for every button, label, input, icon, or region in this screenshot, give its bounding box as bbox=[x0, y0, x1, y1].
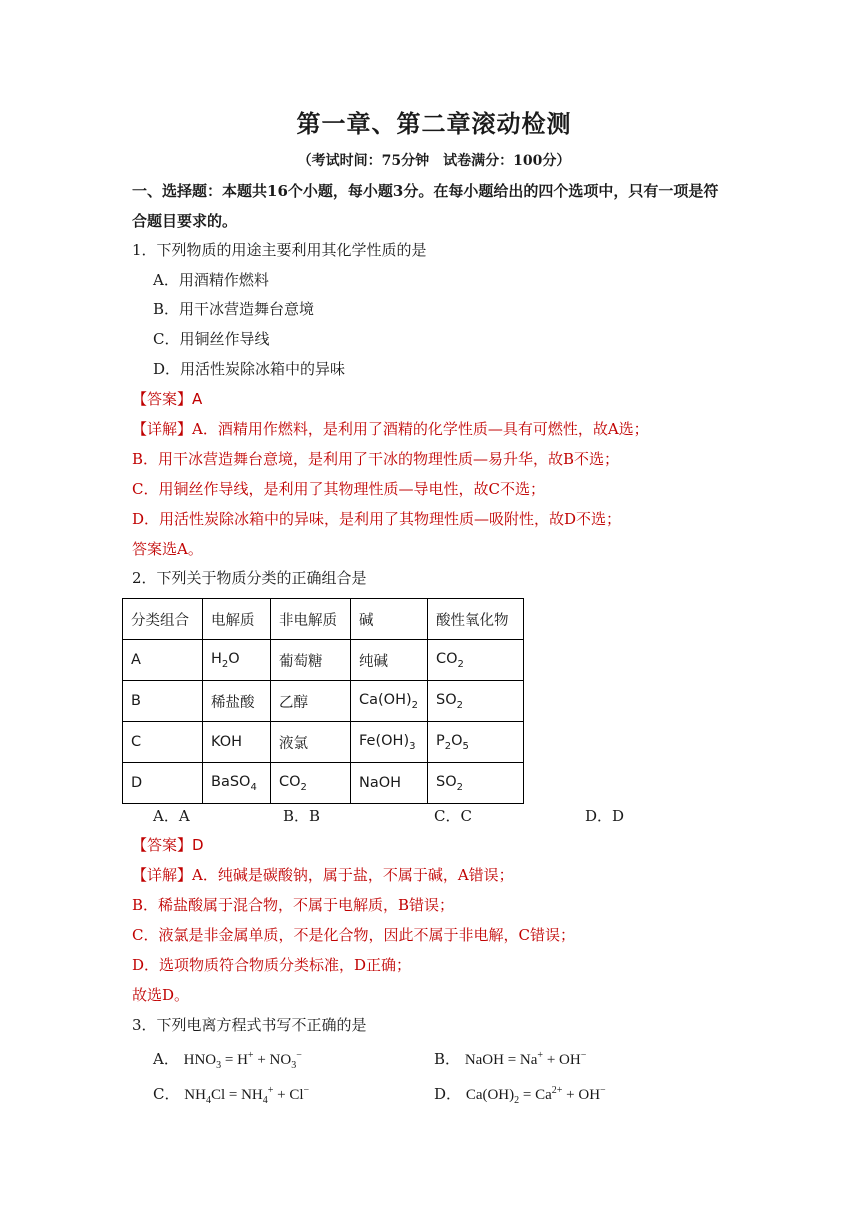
section-heading-line2: 合题目要求的。 bbox=[132, 212, 238, 230]
q1-option-b: B．用干冰营造舞台意境 bbox=[153, 300, 315, 318]
table-cell: D bbox=[123, 763, 203, 804]
q1-detail-line1 bbox=[132, 419, 649, 439]
table-cell: $SO_2$ bbox=[428, 763, 524, 804]
q1-option-d: D．用活性炭除冰箱中的异味 bbox=[153, 360, 346, 378]
table-cell: B bbox=[123, 681, 203, 722]
section-heading-line1: 一、选择题：本题共16个小题，每小题3分。在每小题给出的四个选项中，只有一项是符 bbox=[132, 182, 719, 200]
q2-detail-line4: D．选项物质符合物质分类标准，D正确； bbox=[132, 956, 412, 974]
q1-detail-line2: B．用干冰营造舞台意境，是利用了干冰的物理性质—易升华，故B不选； bbox=[132, 450, 620, 468]
q2-answer-value: D bbox=[192, 836, 204, 854]
table-cell: 液氯 bbox=[271, 722, 351, 763]
exam-info: （考试时间：75分钟 试卷满分：100分） bbox=[297, 153, 571, 169]
q3-option-d-letter: D． bbox=[434, 1085, 462, 1103]
table-cell: $P_2O_5$ bbox=[428, 722, 524, 763]
q1-answer bbox=[132, 389, 202, 409]
q3-option-c-letter: C． bbox=[153, 1085, 180, 1103]
q3-stem: 3．下列电离方程式书写不正确的是 bbox=[132, 1016, 367, 1034]
table-cell: $Ca(OH)_2$ bbox=[351, 681, 428, 722]
table-cell: $H_2O$ bbox=[203, 640, 271, 681]
table-cell: C bbox=[123, 722, 203, 763]
table-cell: $CO_2$ bbox=[428, 640, 524, 681]
q1-stem: 1．下列物质的用途主要利用其化学性质的是 bbox=[132, 241, 427, 259]
table-row bbox=[123, 681, 524, 722]
table-header: 电解质 bbox=[203, 599, 271, 640]
table-header: 分类组合 bbox=[123, 599, 203, 640]
table-header: 酸性氧化物 bbox=[428, 599, 524, 640]
classification-table bbox=[122, 598, 524, 804]
q2-detail-line3: C．液氯是非金属单质，不是化合物，因此不属于非电解，C错误； bbox=[132, 926, 575, 944]
q2-answer-label: 【答案】 bbox=[132, 836, 193, 854]
q3-equation-c: $NH_4Cl = NH_4^+ + Cl^-$ bbox=[184, 1085, 310, 1106]
q1-answer-label: 【答案】 bbox=[132, 390, 193, 408]
table-cell: $Fe(OH)_3$ bbox=[351, 722, 428, 763]
q2-option-c: C．C bbox=[434, 807, 472, 825]
q3-equation-b: NaOH = Na+ + OH− bbox=[464, 1050, 587, 1068]
table-cell: 稀盐酸 bbox=[203, 681, 271, 722]
table-row bbox=[123, 640, 524, 681]
q2-detail-line2: B．稀盐酸属于混合物，不属于电解质，B错误； bbox=[132, 896, 455, 914]
q2-detail-label: 【详解】 bbox=[132, 866, 193, 884]
q3-equation-d: $Ca(OH)_2 = Ca^{2+} + OH^-$ bbox=[465, 1085, 606, 1106]
table-cell: A bbox=[123, 640, 203, 681]
table-header: 非电解质 bbox=[271, 599, 351, 640]
q1-detail-line3: C．用铜丝作导线，是利用了其物理性质—导电性，故C不选； bbox=[132, 480, 545, 498]
q3-option-a bbox=[153, 1046, 302, 1076]
q1-option-c: C．用铜丝作导线 bbox=[153, 330, 270, 348]
table-cell: $SO_2$ bbox=[428, 681, 524, 722]
table-cell: BaSO$_4$ bbox=[203, 763, 271, 804]
page-title: 第一章、第二章滚动检测 bbox=[296, 110, 572, 138]
q2-stem: 2．下列关于物质分类的正确组合是 bbox=[132, 569, 367, 587]
q2-option-d: D．D bbox=[585, 807, 625, 825]
table-cell: $CO_2$ bbox=[271, 763, 351, 804]
q1-option-a: A．用酒精作燃料 bbox=[153, 271, 269, 289]
q3-equation-a: $HNO_3 = H^+ + NO_3^-$ bbox=[183, 1050, 302, 1071]
q3-option-b bbox=[434, 1046, 586, 1070]
table-cell: KOH bbox=[203, 722, 271, 763]
q1-detail-line4: D．用活性炭除冰箱中的异味，是利用了其物理性质—吸附性，故D不选； bbox=[132, 510, 622, 528]
q2-detail-text: A．纯碱是碳酸钠，属于盐，不属于碱，A错误； bbox=[192, 866, 514, 884]
q2-conclusion: 故选D。 bbox=[132, 986, 190, 1004]
table-row bbox=[123, 763, 524, 804]
table-cell: 葡萄糖 bbox=[271, 640, 351, 681]
q2-option-b: B．B bbox=[283, 807, 321, 825]
table-header: 碱 bbox=[351, 599, 428, 640]
q2-answer bbox=[132, 835, 204, 855]
q3-option-c bbox=[153, 1081, 309, 1111]
table-cell: 乙醇 bbox=[271, 681, 351, 722]
q2-detail-line1 bbox=[132, 865, 514, 885]
q1-detail-label: 【详解】 bbox=[132, 420, 193, 438]
table-header-row bbox=[123, 599, 524, 640]
q3-option-a-letter: A． bbox=[153, 1050, 179, 1068]
table-row bbox=[123, 722, 524, 763]
q3-option-d bbox=[434, 1081, 606, 1111]
q1-conclusion: 答案选A。 bbox=[132, 540, 203, 558]
table-cell: 纯碱 bbox=[351, 640, 428, 681]
q2-option-a: A．A bbox=[153, 807, 190, 825]
q1-detail-text: A．酒精用作燃料，是利用了酒精的化学性质—具有可燃性，故A选； bbox=[192, 420, 649, 438]
table-cell: NaOH bbox=[351, 763, 428, 804]
q3-option-b-letter: B． bbox=[434, 1050, 461, 1068]
q1-answer-value: A bbox=[192, 390, 203, 408]
